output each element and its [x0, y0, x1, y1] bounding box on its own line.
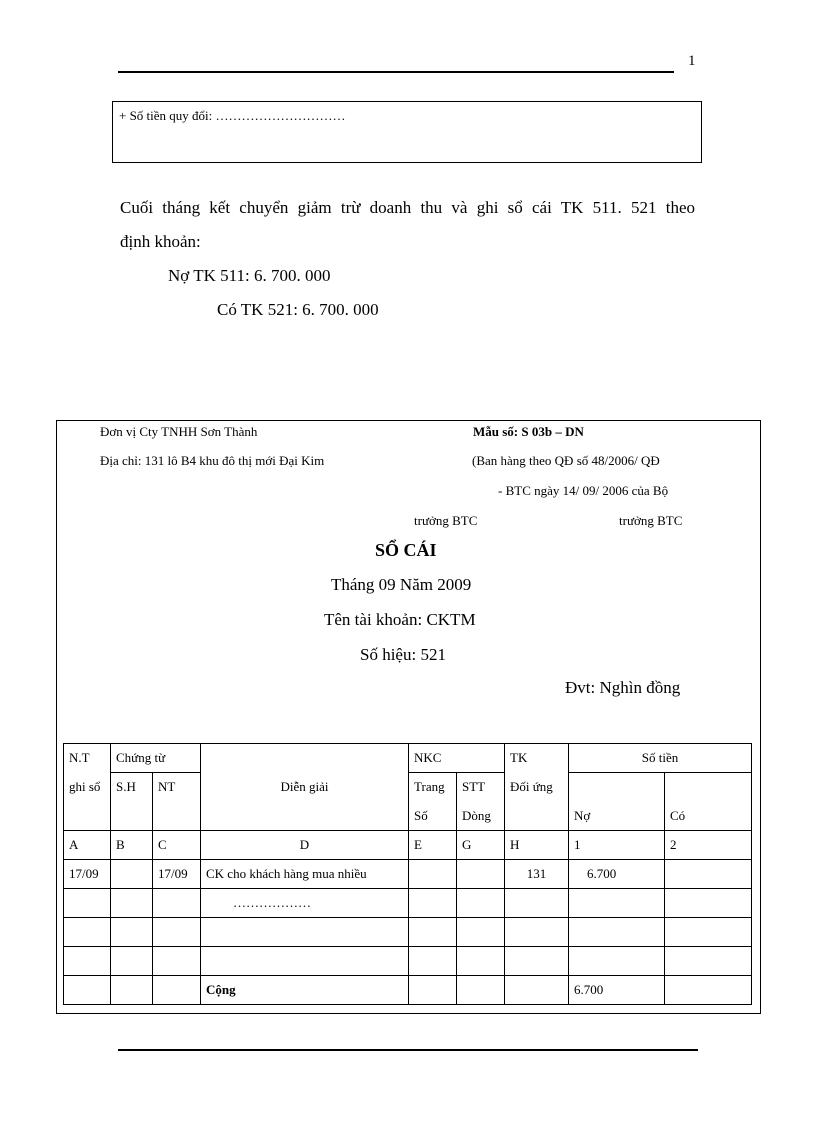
ledger-title: SỔ CÁI: [375, 540, 437, 560]
issued-by-line-1: (Ban hàng theo QĐ số 48/2006/ QĐ: [472, 453, 660, 468]
row-date: 17/09: [64, 860, 111, 889]
header-nt: NT: [153, 773, 201, 802]
row-sh: [111, 860, 153, 889]
minister-right: trưởng BTC: [619, 513, 683, 528]
table-row: [64, 947, 752, 976]
row-stt: [457, 860, 505, 889]
total-debit: 6.700: [569, 976, 665, 1005]
header-page-line1: Trang: [409, 773, 457, 802]
header-stt-line2: Dòng: [457, 802, 505, 831]
ledger-period: Tháng 09 Năm 2009: [331, 575, 472, 594]
code-h: H: [505, 831, 569, 860]
company-unit: Đơn vị Cty TNHH Sơn Thành: [100, 424, 258, 439]
header-nkc: NKC: [409, 744, 505, 773]
page-number: 1: [688, 53, 696, 69]
header-tk-line2: Đối ứng: [505, 773, 569, 802]
table-row: [64, 860, 752, 889]
note-box: [112, 101, 702, 163]
account-number: Số hiệu: 521: [360, 645, 446, 664]
debit-entry: Nợ TK 511: 6. 700. 000: [168, 266, 331, 285]
header-tk-line1: TK: [505, 744, 569, 773]
header-sh: S.H: [111, 773, 153, 802]
note-box-text: + Số tiền quy đổi: …………………………: [119, 108, 346, 123]
bottom-rule: [118, 1049, 698, 1051]
header-credit: Có: [665, 802, 752, 831]
header-debit: Nợ: [569, 802, 665, 831]
header-row-3: [64, 802, 752, 831]
header-row-2: [64, 773, 752, 802]
row-description: CK cho khách hàng mua nhiều: [201, 860, 409, 889]
credit-entry: Có TK 521: 6. 700. 000: [217, 300, 379, 319]
total-label: Cộng: [201, 976, 409, 1005]
header-voucher: Chứng từ: [111, 744, 201, 773]
code-c: C: [153, 831, 201, 860]
account-name: Tên tài khoản: CKTM: [324, 610, 476, 629]
minister-left: trưởng BTC: [414, 513, 478, 528]
header-amount: Số tiền: [569, 744, 752, 773]
row-credit: [665, 860, 752, 889]
code-2: 2: [665, 831, 752, 860]
code-g: G: [457, 831, 505, 860]
header-row-1: [64, 744, 752, 773]
header-nt-line2: ghi sổ: [64, 773, 111, 802]
row-ellipsis: ………………: [201, 889, 409, 918]
code-d: D: [201, 831, 409, 860]
code-e: E: [409, 831, 457, 860]
row-page: [409, 860, 457, 889]
header-stt-line1: STT: [457, 773, 505, 802]
header-description: Diễn giải: [201, 773, 409, 802]
column-codes-row: [64, 831, 752, 860]
body-text-line-2: định khoản:: [120, 232, 201, 251]
header-page-line2: Số: [409, 802, 457, 831]
table-row: [64, 889, 752, 918]
code-1: 1: [569, 831, 665, 860]
top-rule: [118, 71, 674, 73]
row-account: 131: [505, 860, 569, 889]
total-row: [64, 976, 752, 1005]
row-debit: 6.700: [569, 860, 665, 889]
unit-of-measure: Đvt: Nghìn đồng: [565, 678, 681, 697]
row-nt: 17/09: [153, 860, 201, 889]
table-row: [64, 918, 752, 947]
ledger-table: [63, 743, 752, 1005]
header-nt-line1: N.T: [64, 744, 111, 773]
body-text-line-1: Cuối tháng kết chuyển giảm trừ doanh thu và ghi sổ cái TK 511. 521 theo: [120, 198, 695, 217]
form-code: Mẫu số: S 03b – DN: [473, 424, 584, 439]
code-a: A: [64, 831, 111, 860]
code-b: B: [111, 831, 153, 860]
company-address: Địa chỉ: 131 lô B4 khu đô thị mới Đại Kim: [100, 453, 325, 468]
issued-by-line-2: - BTC ngày 14/ 09/ 2006 của Bộ: [498, 483, 669, 498]
